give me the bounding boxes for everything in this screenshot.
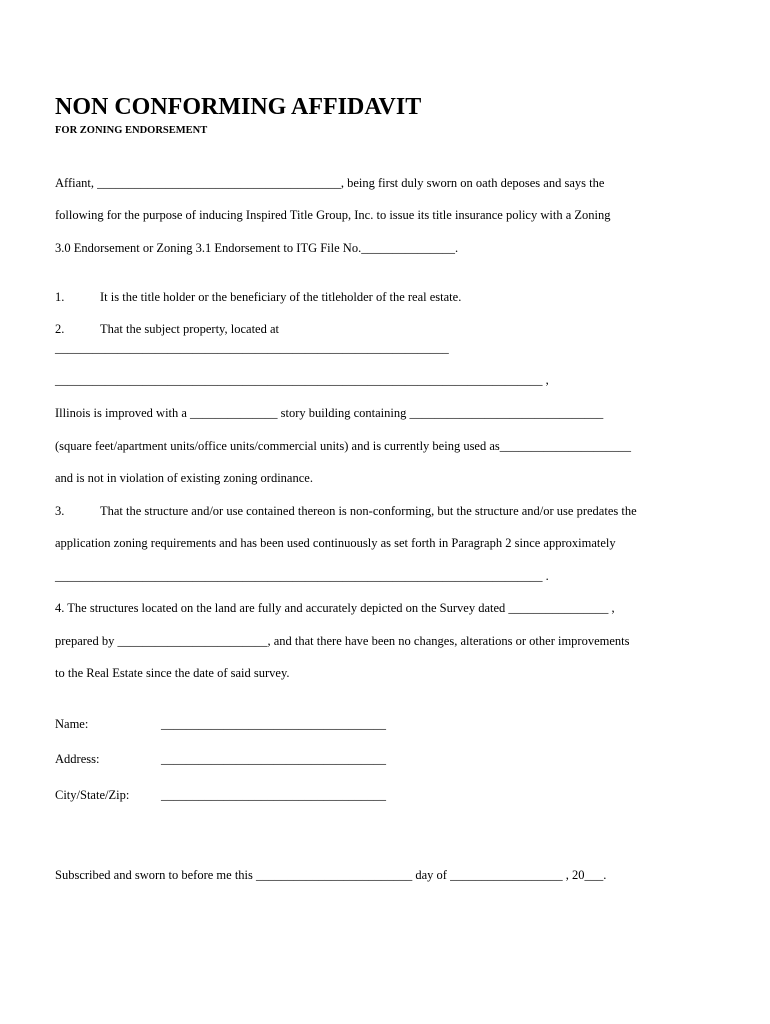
item-3-line-2: application zoning requirements and has been used continuously as set forth in Paragraph 2 since approximately	[55, 536, 616, 550]
name-field	[55, 716, 386, 732]
item-1	[55, 289, 461, 305]
city-state-zip-line: ____________________________________	[161, 788, 386, 802]
address-line: ____________________________________	[161, 752, 386, 766]
item-1-number: 1.	[55, 290, 65, 304]
intro-line-2: following for the purpose of inducing Inspired Title Group, Inc. to issue its title insurance policy with a Zoning	[55, 208, 611, 222]
address-label: Address:	[55, 752, 100, 766]
item-2-location-line-2: ______________________________________________________________________________ ,	[55, 373, 549, 387]
item-3-number: 3.	[55, 504, 65, 518]
item-2-number: 2.	[55, 322, 65, 336]
item-2-line-3: Illinois is improved with a ______________ story building containing _______________________________	[55, 406, 604, 420]
subscribed-line: Subscribed and sworn to before me this _________________________ day of __________________ , 20___.	[55, 868, 607, 882]
item-4-line-2: prepared by ________________________, and that there have been no changes, alterations or other improvements	[55, 634, 630, 648]
name-label: Name:	[55, 717, 89, 731]
address-field	[55, 751, 386, 767]
item-3-text: That the structure and/or use contained thereon is non-conforming, but the structure and/or use predates the	[100, 504, 637, 518]
item-2-text: That the subject property, located at	[100, 322, 279, 336]
item-2-location-line-1: _______________________________________________________________	[55, 341, 449, 355]
city-state-zip-label: City/State/Zip:	[55, 788, 130, 802]
item-3-line-3: ______________________________________________________________________________ .	[55, 569, 549, 583]
intro-line-1: Affiant, _______________________________________, being first duly sworn on oath deposes and says the	[55, 176, 605, 190]
item-2-line-4: (square feet/apartment units/office units/commercial units) and is currently being used as_____________________	[55, 439, 632, 453]
intro-line-3: 3.0 Endorsement or Zoning 3.1 Endorsement to ITG File No._______________.	[55, 241, 459, 255]
city-state-zip-field	[55, 787, 386, 803]
item-3	[55, 503, 637, 519]
name-line: ____________________________________	[161, 717, 386, 731]
item-2-line-5: and is not in violation of existing zoning ordinance.	[55, 471, 313, 485]
item-4-line-3: to the Real Estate since the date of said survey.	[55, 666, 290, 680]
item-4: 4. The structures located on the land are fully and accurately depicted on the Survey dated ________________ ,	[55, 601, 615, 615]
item-1-text: It is the title holder or the beneficiary of the titleholder of the real estate.	[100, 290, 462, 304]
item-2	[55, 321, 279, 337]
document-title: NON CONFORMING AFFIDAVIT	[55, 94, 422, 120]
document-subtitle: FOR ZONING ENDORSEMENT	[55, 125, 208, 136]
